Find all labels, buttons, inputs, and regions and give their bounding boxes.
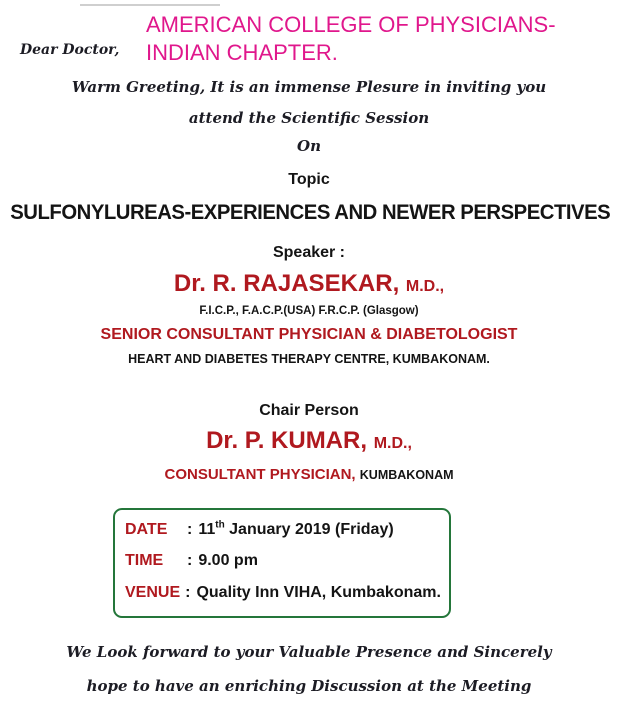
event-info-box (113, 508, 451, 618)
event-venue-row (125, 584, 441, 602)
date-rest: January 2019 (Friday) (224, 521, 394, 539)
date-value (198, 521, 393, 538)
speaker-label: Speaker : (272, 244, 346, 261)
speaker-degree: M.D., (405, 278, 445, 295)
speaker-credentials: F.I.C.P., F.A.C.P.(USA) F.R.C.P. (Glasgow) (199, 305, 419, 317)
time-value: 9.00 pm (198, 552, 258, 569)
date-separator: : (187, 521, 193, 539)
closing-line2: hope to have an enriching Discussion at the Meeting (86, 677, 532, 695)
chair-label: Chair Person (259, 402, 359, 419)
chair-title (0, 466, 618, 483)
org-name-line2: INDIAN CHAPTER. (146, 40, 338, 65)
speaker-name (0, 270, 618, 298)
speaker-title: SENIOR CONSULTANT PHYSICIAN & DIABETOLOGIST (100, 326, 518, 343)
venue-value: Quality Inn VIHA, Kumbakonam. (196, 584, 441, 601)
event-time-row (125, 552, 258, 570)
greeting-line1: Warm Greeting, It is an immense Plesure in inviting you (71, 78, 547, 96)
date-label: DATE (125, 521, 168, 539)
org-name-line1: AMERICAN COLLEGE OF PHYSICIANS- (146, 12, 556, 37)
time-separator: : (187, 552, 193, 569)
closing-line1: We Look forward to your Valuable Presence and Sincerely (66, 643, 552, 661)
topic-title: SULFONYLUREAS-EXPERIENCES AND NEWER PERSPECTIVES (10, 201, 611, 224)
speaker-organization: HEART AND DIABETES THERAPY CENTRE, KUMBAKONAM. (128, 352, 490, 366)
top-divider (80, 4, 220, 6)
speaker-name-text: Dr. R. RAJASEKAR, (173, 270, 406, 297)
greeting-line2: attend the Scientific Session (188, 109, 430, 127)
venue-label: VENUE (125, 584, 181, 601)
chair-name (0, 427, 618, 455)
event-date-row (125, 520, 394, 539)
topic-label: Topic (288, 171, 330, 188)
greeting-on: On (297, 137, 321, 155)
chair-degree: M.D., (373, 435, 412, 452)
chair-name-text: Dr. P. KUMAR, (206, 427, 374, 454)
time-label: TIME (125, 552, 164, 569)
venue-separator: : (185, 584, 191, 601)
chair-location: KUMBAKONAM (359, 468, 454, 482)
date-suffix: th (215, 520, 225, 531)
salutation: Dear Doctor, (20, 42, 120, 58)
chair-title-text: CONSULTANT PHYSICIAN, (164, 466, 360, 483)
date-day: 11 (198, 521, 216, 539)
